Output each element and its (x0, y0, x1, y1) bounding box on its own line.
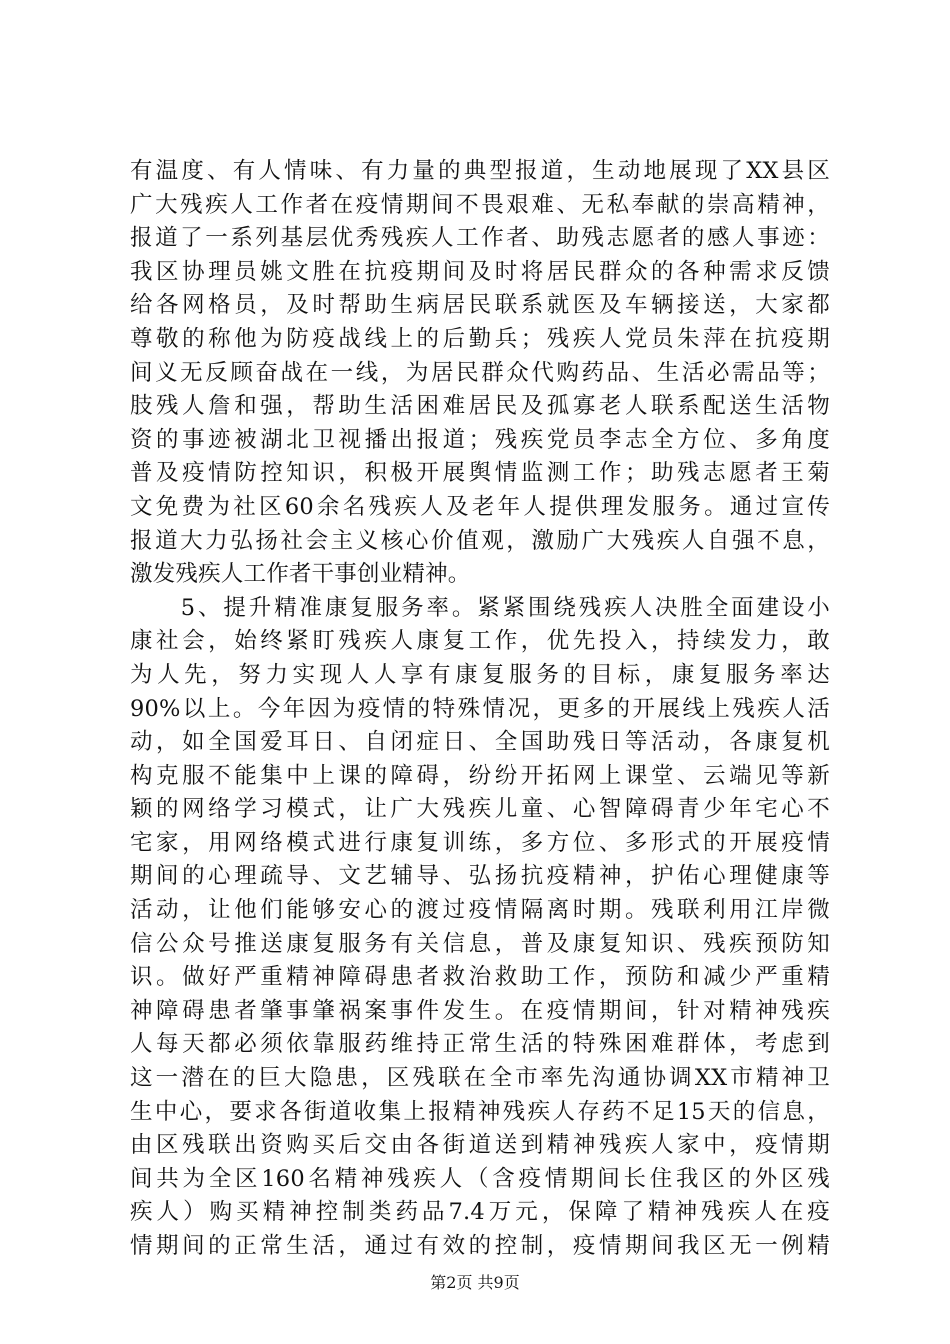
text-line: 间义无反顾奋战在一线，为居民群众代购药品、生活必需品等； (130, 359, 830, 386)
text-line: 这一潜在的巨大隐患，区残联在全市率先沟通协调XX市精神卫 (130, 1065, 830, 1092)
text-line: 识。做好严重精神障碍患者救治救助工作，预防和减少严重精 (130, 964, 830, 991)
text-line: 广大残疾人工作者在疫情期间不畏艰难、无私奉献的崇高精神， (130, 191, 830, 218)
text-line: 生中心，要求各街道收集上报精神残疾人存药不足15天的信息， (130, 1098, 830, 1125)
text-line: 神障碍患者肇事肇祸案事件发生。在疫情期间，针对精神残疾 (130, 997, 830, 1024)
text-line: 康社会，始终紧盯残疾人康复工作，优先投入，持续发力，敢 (130, 628, 830, 655)
text-line: 情期间的正常生活，通过有效的控制，疫情期间我区无一例精 (130, 1233, 830, 1259)
page-footer (0, 1270, 950, 1293)
text-line: 活动，让他们能够安心的渡过疫情隔离时期。残联利用江岸微 (130, 897, 830, 924)
text-line: 宅家，用网络模式进行康复训练，多方位、多形式的开展疫情 (130, 829, 830, 856)
text-line: 动，如全国爱耳日、自闭症日、全国助残日等活动，各康复机 (130, 729, 830, 756)
text-line: 报道大力弘扬社会主义核心价值观，激励广大残疾人自强不息， (130, 527, 830, 554)
text-line: 资的事迹被湖北卫视播出报道；残疾党员李志全方位、多角度 (130, 426, 830, 453)
text-line: 为人先，努力实现人人享有康复服务的目标，康复服务率达 (130, 661, 830, 688)
text-line: 人每天都必须依靠服药维持正常生活的特殊困难群体，考虑到 (130, 1031, 830, 1058)
text-line: 普及疫情防控知识，积极开展舆情监测工作；助残志愿者王菊 (130, 460, 830, 487)
text-line: 构克服不能集中上课的障碍，纷纷开拓网上课堂、云端见等新 (130, 762, 830, 789)
text-line: 疾人）购买精神控制类药品7.4万元，保障了精神残疾人在疫 (130, 1199, 830, 1226)
text-line: 由区残联出资购买后交由各街道送到精神残疾人家中，疫情期 (130, 1132, 830, 1159)
text-line: 90%以上。今年因为疫情的特殊情况，更多的开展线上残疾人活 (130, 695, 830, 722)
text-line: 文免费为社区60余名残疾人及老年人提供理发服务。通过宣传 (130, 493, 830, 520)
text-line: 信公众号推送康复服务有关信息，普及康复知识、残疾预防知 (130, 930, 830, 957)
text-line: 给各网格员，及时帮助生病居民联系就医及车辆接送，大家都 (130, 292, 830, 319)
text-line: 肢残人詹和强，帮助生活困难居民及孤寡老人联系配送生活物 (130, 393, 830, 420)
text-line: 激发残疾人工作者干事创业精神。 (130, 561, 471, 588)
text-line: 报道了一系列基层优秀残疾人工作者、助残志愿者的感人事迹： (130, 225, 830, 252)
text-line: 期间的心理疏导、文艺辅导、弘扬抗疫精神，护佑心理健康等 (130, 863, 830, 890)
body-text (130, 155, 830, 1264)
text-line: 我区协理员姚文胜在抗疫期间及时将居民群众的各种需求反馈 (130, 258, 830, 285)
text-line: 5、提升精准康复服务率。紧紧围绕残疾人决胜全面建设小 (130, 594, 830, 621)
text-line: 有温度、有人情味、有力量的典型报道，生动地展现了XX县区 (130, 158, 830, 184)
page-number-label: 第2页 共9页 (430, 1273, 520, 1292)
text-line: 尊敬的称他为防疫战线上的后勤兵；残疾人党员朱萍在抗疫期 (130, 325, 830, 352)
text-line: 颖的网络学习模式，让广大残疾儿童、心智障碍青少年宅心不 (130, 796, 830, 823)
text-line: 间共为全区160名精神残疾人（含疫情期间长住我区的外区残 (130, 1165, 830, 1192)
